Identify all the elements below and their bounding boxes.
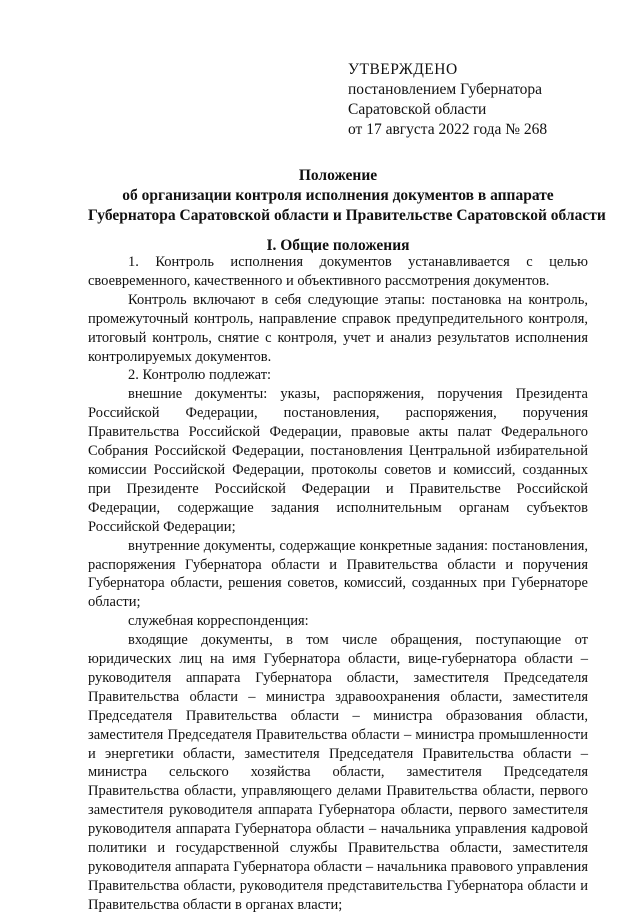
approval-line-3: от 17 августа 2022 года № 268 [348, 121, 548, 138]
approval-line-1: постановлением Губернатора [348, 81, 543, 98]
paragraph: внутренние документы, содержащие конкретные задания: постановления, распоряжения Губернатора области и Правительства области и поручения Губернатора области, решения советов, комиссий, созданных при Губернаторе области; [88, 537, 588, 611]
paragraph: входящие документы, в том числе обращения, поступающие от юридических лиц на имя Губернатора области, вице-губернатора области – руководителя аппарата Губернатора области, заместителя Председателя Правительства области – министра здравоохранения области, заместителя Председателя Правительства области – министра образования области, заместителя Председателя Правительства области – министра промышленности и энергетики области, заместителя Председателя Правительства области – министра сельского хозяйства области, заместителя Председателя Правительства области, управляющего делами Правительства области, первого заместителя руководителя аппарата Губернатора области, первого заместителя руководителя аппарата Губернатора области – начальника управления кадровой политики и государственной службы Правительства области, заместителя руководителя аппарата Губернатора области – начальника правового управления Правительства области, руководителя представительства Губернатора области и Правительства области в органах власти; [88, 632, 588, 913]
paragraph: 1. Контроль исполнения документов устанавливается с целью своевременного, качественного и объективного рассмотрения документов. [88, 254, 588, 289]
approval-heading: УТВЕРЖДЕНО [348, 61, 458, 78]
document-title [88, 166, 606, 226]
paragraph: 2. Контролю подлежат: [128, 367, 272, 384]
title-line-1: Положение [298, 167, 378, 184]
paragraph: служебная корреспонденция: [128, 613, 309, 630]
title-line-3: Губернатора Саратовской области и Правительстве Саратовской области [88, 207, 606, 224]
paragraph: внешние документы: указы, распоряжения, поручения Президента Российской Федерации, постановления, распоряжения, поручения Правительства Российской Федерации, правовые акты палат Федерального Собрания Российской Федерации, постановления Центральной избирательной комиссии Российской Федерации, протоколы советов и комиссий, созданных при Президенте Российской Федерации и Правительстве Российской Федерации, содержащие задания исполнительным органам субъектов Российской Федерации; [88, 386, 588, 535]
approval-line-2: Саратовской области [348, 101, 487, 118]
approval-stamp [348, 60, 547, 140]
section-heading: I. Общие положения [266, 237, 410, 254]
document-body [88, 253, 588, 915]
paragraph: Контроль включают в себя следующие этапы: постановка на контроль, промежуточный контроль, направление справок предупредительного контроля, итоговый контроль, снятие с контроля, учет и анализ результатов исполнения контролируемых документов. [88, 291, 588, 365]
title-line-2: об организации контроля исполнения документов в аппарате [122, 187, 554, 204]
